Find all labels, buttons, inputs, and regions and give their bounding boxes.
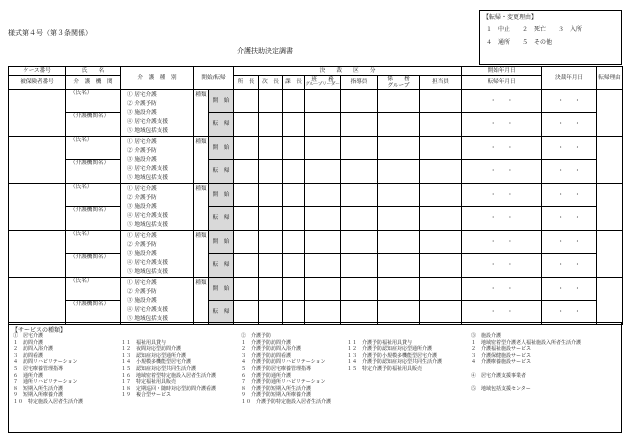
signature-cell[interactable] <box>259 278 283 301</box>
name-label: （氏名） <box>70 90 93 96</box>
signature-cell[interactable] <box>341 254 378 278</box>
end-marker: 転 帰 <box>209 207 234 231</box>
start-end-header: 開始/転帰 <box>194 67 234 90</box>
signature-cell[interactable] <box>283 254 305 278</box>
start-date-cell[interactable]: ・ ・ <box>462 278 542 301</box>
care-type-option[interactable]: ③ 施設介護 <box>127 250 157 257</box>
signature-cell[interactable] <box>378 278 420 301</box>
signature-cell[interactable] <box>259 113 283 137</box>
group-leader-label: グループリーダー <box>305 82 340 88</box>
signature-cell[interactable] <box>420 160 462 184</box>
service-item: １５ 認知症対応型共同生活介護 <box>121 365 197 372</box>
end-marker: 転 帰 <box>209 160 234 184</box>
signature-cell[interactable] <box>305 160 341 184</box>
service-item: １９ 複合型サービス <box>121 392 172 399</box>
reason-cell[interactable] <box>597 278 623 325</box>
decision-date-cell[interactable]: ・ ・ <box>542 254 597 278</box>
signature-cell[interactable] <box>420 137 462 160</box>
start-marker: 開 始 <box>209 90 234 113</box>
signature-cell[interactable] <box>283 231 305 254</box>
facility-cell[interactable] <box>66 160 121 184</box>
care-type-option[interactable]: ④ 居宅介護支援 <box>127 118 168 125</box>
service-item <box>347 373 442 380</box>
signature-cell[interactable] <box>378 160 420 184</box>
service-item: ４ 介護療養施設サービス <box>471 359 532 366</box>
signature-cell[interactable] <box>378 113 420 137</box>
service-item: ⑤ 地域包括支援センター <box>471 385 531 392</box>
care-type-option[interactable]: ③ 施設介護 <box>127 156 157 163</box>
signature-cell[interactable] <box>234 207 259 231</box>
end-date-header: 転帰年月日 <box>462 76 542 90</box>
facility-label: （介護機関名） <box>70 207 110 213</box>
service-item: １５ 特定介護予防福祉用具販売 <box>347 365 423 372</box>
care-type-option[interactable]: ⑤ 地域包括支援 <box>127 315 168 322</box>
signature-cell[interactable] <box>283 90 305 113</box>
signature-cell[interactable] <box>378 301 420 325</box>
signature-cell[interactable] <box>305 113 341 137</box>
signature-cell[interactable] <box>305 301 341 325</box>
page-title: 介護扶助決定調書 <box>237 47 293 55</box>
service-item: １０ 特定施設入居者生活介護 <box>13 398 84 405</box>
care-type-option[interactable]: ② 介護予防 <box>127 288 157 295</box>
kakari-cho-header <box>305 76 341 90</box>
end-date-cell[interactable]: ・ ・ <box>462 160 542 184</box>
care-type-option[interactable]: ② 介護予防 <box>127 194 157 201</box>
signature-cell[interactable] <box>283 160 305 184</box>
start-marker: 開 始 <box>209 184 234 207</box>
case-no-cell[interactable] <box>9 231 66 278</box>
signature-cell[interactable] <box>378 90 420 113</box>
care-type-list <box>121 90 194 137</box>
service-item: １２ 介護予防認知症対応型通所介護 <box>347 346 433 353</box>
record-row <box>9 90 623 113</box>
service-item: ２ 訪問入浴介護 <box>13 346 54 353</box>
care-type-option[interactable]: ④ 居宅介護支援 <box>127 306 168 313</box>
service-col-5 <box>471 333 581 406</box>
service-item: ② 介護予防 <box>241 333 272 339</box>
service-item <box>121 333 216 340</box>
signature-cell[interactable] <box>259 160 283 184</box>
start-marker: 開 始 <box>209 231 234 254</box>
decision-date-cell[interactable]: ・ ・ <box>542 278 597 301</box>
signature-cell[interactable] <box>305 254 341 278</box>
care-type-option[interactable]: ② 介護予防 <box>127 147 157 154</box>
reason-box-title: 【転帰・変更理由】 <box>483 14 538 21</box>
care-type-option[interactable]: ③ 施設介護 <box>127 109 157 116</box>
case-no-cell[interactable] <box>9 278 66 325</box>
service-col-3 <box>241 333 331 406</box>
kacho-header: 課 長 <box>283 76 305 90</box>
name-cell[interactable] <box>66 184 121 207</box>
service-item: １３ 認知症対応型通所介護 <box>121 352 187 359</box>
signature-cell[interactable] <box>259 184 283 207</box>
signature-cell[interactable] <box>305 207 341 231</box>
record-row-2 <box>9 301 623 325</box>
kessai-group-label: 班 務 <box>311 77 334 83</box>
facility-label: （介護機関名） <box>70 254 110 260</box>
end-marker: 転 帰 <box>209 113 234 137</box>
service-item: １ 地域密着型介護老人福祉施設入所者生活介護 <box>471 339 582 346</box>
care-type-option[interactable]: ⑤ 地域包括支援 <box>127 127 168 134</box>
signature-cell[interactable] <box>283 301 305 325</box>
service-item: ３ 介護保健施設サービス <box>471 352 532 359</box>
signature-cell[interactable] <box>341 301 378 325</box>
service-item: ４ 介護予防訪問リハビリテーション <box>241 359 326 366</box>
decision-table <box>8 66 623 325</box>
facility-cell[interactable] <box>66 301 121 325</box>
signature-cell[interactable] <box>259 137 283 160</box>
case-no-header: ケース番号 <box>9 67 66 76</box>
ji-cho-header: 次 長 <box>259 76 283 90</box>
service-item <box>471 392 581 399</box>
case-no-cell[interactable] <box>9 90 66 137</box>
care-type-option[interactable]: ④ 居宅介護支援 <box>127 259 168 266</box>
service-item <box>347 386 442 393</box>
care-type-option[interactable]: ③ 施設介護 <box>127 297 157 304</box>
care-type-list <box>121 137 194 184</box>
kessai-header: 決 裁 区 分 <box>234 67 462 76</box>
care-type-option[interactable]: ① 居宅介護 <box>127 185 157 192</box>
reason-line: ４ 通所 ５ その他 <box>486 39 553 46</box>
start-marker: 開 始 <box>209 278 234 301</box>
name-cell[interactable] <box>66 137 121 160</box>
start-date-cell[interactable]: ・ ・ <box>462 184 542 207</box>
end-marker: 転 帰 <box>209 254 234 278</box>
signature-cell[interactable] <box>234 231 259 254</box>
start-date-header: 開始年月日 <box>462 67 542 76</box>
record-row-2 <box>9 207 623 231</box>
name-cell[interactable] <box>66 90 121 113</box>
service-types-title: 【サービスの種類】 <box>12 327 67 334</box>
signature-cell[interactable] <box>341 207 378 231</box>
kind-label: 種類 <box>194 278 209 325</box>
care-type-option[interactable]: ① 居宅介護 <box>127 138 157 145</box>
signature-cell[interactable] <box>378 231 420 254</box>
record-row <box>9 231 623 254</box>
decision-date-cell[interactable]: ・ ・ <box>542 160 597 184</box>
facility-label: （介護機関名） <box>70 113 110 119</box>
reason-cell[interactable] <box>597 137 623 184</box>
signature-cell[interactable] <box>378 184 420 207</box>
reason-cell[interactable] <box>597 184 623 231</box>
signature-cell[interactable] <box>234 184 259 207</box>
service-item: ３ 訪問看護 <box>13 352 44 359</box>
service-item <box>347 392 442 399</box>
kind-label: 種類 <box>194 184 209 231</box>
care-type-list <box>121 184 194 231</box>
signature-cell[interactable] <box>259 301 283 325</box>
signature-cell[interactable] <box>341 184 378 207</box>
end-date-cell[interactable]: ・ ・ <box>462 207 542 231</box>
service-item: １０ 介護予防特定施設入居者生活介護 <box>241 398 332 405</box>
service-item: １ 訪問介護 <box>13 339 44 346</box>
insured-no-header: 被保険者番号 <box>9 76 66 90</box>
signature-cell[interactable] <box>341 137 378 160</box>
service-item <box>471 399 581 406</box>
start-marker: 開 始 <box>209 137 234 160</box>
signature-cell[interactable] <box>420 254 462 278</box>
signature-cell[interactable] <box>305 231 341 254</box>
service-item: １４ 介護予防認知症対応型共同生活介護 <box>347 359 443 366</box>
service-item: ９ 短期入所療養介護 <box>13 392 64 399</box>
name-label: （氏名） <box>70 278 93 284</box>
signature-cell[interactable] <box>283 137 305 160</box>
signature-cell[interactable] <box>341 160 378 184</box>
signature-cell[interactable] <box>234 160 259 184</box>
service-item <box>471 379 581 386</box>
kind-label: 種類 <box>194 231 209 278</box>
signature-cell[interactable] <box>259 254 283 278</box>
signature-cell[interactable] <box>378 254 420 278</box>
service-item: ８ 短期入所生活介護 <box>13 385 64 392</box>
decision-date-cell[interactable]: ・ ・ <box>542 231 597 254</box>
signature-cell[interactable] <box>259 207 283 231</box>
signature-cell[interactable] <box>420 207 462 231</box>
service-item: １３ 介護予防小規模多機能型居宅介護 <box>347 352 438 359</box>
service-item: １１ 福祉用具貸与 <box>121 339 167 346</box>
service-item: １１ 介護予防福祉用具貸与 <box>347 339 413 346</box>
start-date-cell[interactable]: ・ ・ <box>462 137 542 160</box>
end-date-cell[interactable]: ・ ・ <box>462 254 542 278</box>
service-item: ５ 介護予防居宅療養管理指導 <box>241 365 312 372</box>
signature-cell[interactable] <box>234 90 259 113</box>
care-type-option[interactable]: ⑤ 地域包括支援 <box>127 268 168 275</box>
decision-date-cell[interactable]: ・ ・ <box>542 113 597 137</box>
signature-cell[interactable] <box>259 231 283 254</box>
name-header: 氏 名 <box>66 67 121 76</box>
reason-cell[interactable] <box>597 231 623 278</box>
signature-cell[interactable] <box>420 231 462 254</box>
care-type-option[interactable]: ⑤ 地域包括支援 <box>127 221 168 228</box>
decision-date-cell[interactable]: ・ ・ <box>542 301 597 325</box>
record-row <box>9 137 623 160</box>
service-item: ① 居宅介護 <box>13 333 44 339</box>
record-row <box>9 278 623 301</box>
signature-cell[interactable] <box>234 278 259 301</box>
signature-cell[interactable] <box>341 90 378 113</box>
facility-cell[interactable] <box>66 113 121 137</box>
care-type-option[interactable]: ① 居宅介護 <box>127 232 157 239</box>
service-item: １８ 定期巡回・随時対応型訪問介護看護 <box>121 385 217 392</box>
signature-cell[interactable] <box>234 254 259 278</box>
kind-label: 種類 <box>194 90 209 137</box>
end-date-cell[interactable]: ・ ・ <box>462 301 542 325</box>
facility-cell[interactable] <box>66 254 121 278</box>
end-marker: 転 帰 <box>209 301 234 325</box>
case-no-cell[interactable] <box>9 137 66 184</box>
care-type-option[interactable]: ① 居宅介護 <box>127 279 157 286</box>
instructor-header: 指導員 <box>341 76 378 90</box>
signature-cell[interactable] <box>378 207 420 231</box>
signature-cell[interactable] <box>283 207 305 231</box>
service-col-2 <box>121 333 216 406</box>
care-type-option[interactable]: ④ 居宅介護支援 <box>127 212 168 219</box>
care-type-option[interactable]: ② 介護予防 <box>127 241 157 248</box>
start-date-cell[interactable]: ・ ・ <box>462 231 542 254</box>
signature-cell[interactable] <box>259 90 283 113</box>
kind-label: 種類 <box>194 137 209 184</box>
group-label: グループ <box>387 82 410 89</box>
signature-cell[interactable] <box>420 184 462 207</box>
service-item <box>471 366 581 373</box>
reason-cell[interactable] <box>597 90 623 137</box>
signature-cell[interactable] <box>420 278 462 301</box>
service-item: ５ 居宅療養管理指導 <box>13 365 64 372</box>
decision-date-cell[interactable]: ・ ・ <box>542 137 597 160</box>
care-type-option[interactable]: ② 介護予防 <box>127 100 157 107</box>
service-item: ９ 介護予防短期入所療養介護 <box>241 392 312 399</box>
signature-cell[interactable] <box>378 137 420 160</box>
tanto-header: 担当員 <box>420 76 462 90</box>
reason-header: 転帰理由 <box>597 67 623 90</box>
care-type-list <box>121 231 194 278</box>
care-type-option[interactable]: ⑤ 地域包括支援 <box>127 174 168 181</box>
service-col-1 <box>13 333 83 406</box>
service-item: ６ 介護予防通所介護 <box>241 372 292 379</box>
decision-date-cell[interactable]: ・ ・ <box>542 184 597 207</box>
decision-date-header: 決裁年月日 <box>542 67 597 90</box>
case-no-cell[interactable] <box>9 184 66 231</box>
service-item <box>347 333 442 340</box>
end-date-cell[interactable]: ・ ・ <box>462 113 542 137</box>
name-label: （氏名） <box>70 184 93 190</box>
signature-cell[interactable] <box>305 90 341 113</box>
facility-label: （介護機関名） <box>70 301 110 307</box>
reason-box <box>479 10 622 65</box>
kessai-group2-header <box>378 76 420 90</box>
care-type-header: 介 護 種 別 <box>121 67 194 90</box>
signature-cell[interactable] <box>341 231 378 254</box>
decision-date-cell[interactable]: ・ ・ <box>542 90 597 113</box>
service-col-4 <box>347 333 442 406</box>
signature-cell[interactable] <box>305 184 341 207</box>
signature-cell[interactable] <box>420 90 462 113</box>
signature-cell[interactable] <box>341 278 378 301</box>
signature-cell[interactable] <box>341 113 378 137</box>
service-item: １２ 夜間対応型訪問介護 <box>121 346 182 353</box>
service-item: ７ 通所リハビリテーション <box>13 379 78 386</box>
start-date-cell[interactable]: ・ ・ <box>462 90 542 113</box>
service-item: １６ 地域密着型特定施設入居者生活介護 <box>121 372 217 379</box>
record-row-2 <box>9 254 623 278</box>
service-item: ２ 介護予防訪問入浴介護 <box>241 346 302 353</box>
name-label: （氏名） <box>70 231 93 237</box>
signature-cell[interactable] <box>283 184 305 207</box>
service-item: ８ 介護予防短期入所生活介護 <box>241 385 312 392</box>
service-item: ③ 施設介護 <box>471 333 502 339</box>
signature-cell[interactable] <box>234 137 259 160</box>
ka-cho-header: 所 長 <box>234 76 259 90</box>
service-item: ３ 介護予防訪問看護 <box>241 352 292 359</box>
service-types-box <box>8 322 622 433</box>
care-type-option[interactable]: ① 居宅介護 <box>127 91 157 98</box>
signature-cell[interactable] <box>234 301 259 325</box>
service-item: １４ 小規模多機能型居宅介護 <box>121 359 192 366</box>
service-item <box>347 399 442 406</box>
service-item: ７ 介護予防通所リハビリテーション <box>241 379 326 386</box>
service-item: ４ 訪問リハビリテーション <box>13 359 78 366</box>
service-item: ６ 通所介護 <box>13 372 44 379</box>
kessai-group2-label: 係 務 <box>387 76 410 83</box>
care-type-option[interactable]: ③ 施設介護 <box>127 203 157 210</box>
care-type-list <box>121 278 194 325</box>
record-row-2 <box>9 113 623 137</box>
service-item: １７ 特定福祉用具販売 <box>121 379 177 386</box>
facility-label: （介護機関名） <box>70 160 110 166</box>
name-cell[interactable] <box>66 278 121 301</box>
reason-line: １ 中止 ２ 死亡 ３ 入所 <box>486 26 583 33</box>
service-item: ２ 介護福祉施設サービス <box>471 346 532 353</box>
service-item: １ 介護予防訪問介護 <box>241 339 292 346</box>
name-label: （氏名） <box>70 137 93 143</box>
facility-cell[interactable] <box>66 207 121 231</box>
signature-cell[interactable] <box>283 278 305 301</box>
signature-cell[interactable] <box>305 278 341 301</box>
decision-date-cell[interactable]: ・ ・ <box>542 207 597 231</box>
signature-cell[interactable] <box>234 113 259 137</box>
service-item <box>121 399 216 406</box>
form-number: 様式第４号（第３条関係） <box>8 29 92 37</box>
care-type-option[interactable]: ④ 居宅介護支援 <box>127 165 168 172</box>
facility-header: 介 護 機 関 <box>66 76 121 90</box>
name-cell[interactable] <box>66 231 121 254</box>
service-item <box>347 379 442 386</box>
service-item: ④ 居宅介護支援事業者 <box>471 372 527 379</box>
record-row <box>9 184 623 207</box>
signature-cell[interactable] <box>420 301 462 325</box>
record-row-2 <box>9 160 623 184</box>
signature-cell[interactable] <box>283 113 305 137</box>
signature-cell[interactable] <box>305 137 341 160</box>
signature-cell[interactable] <box>420 113 462 137</box>
